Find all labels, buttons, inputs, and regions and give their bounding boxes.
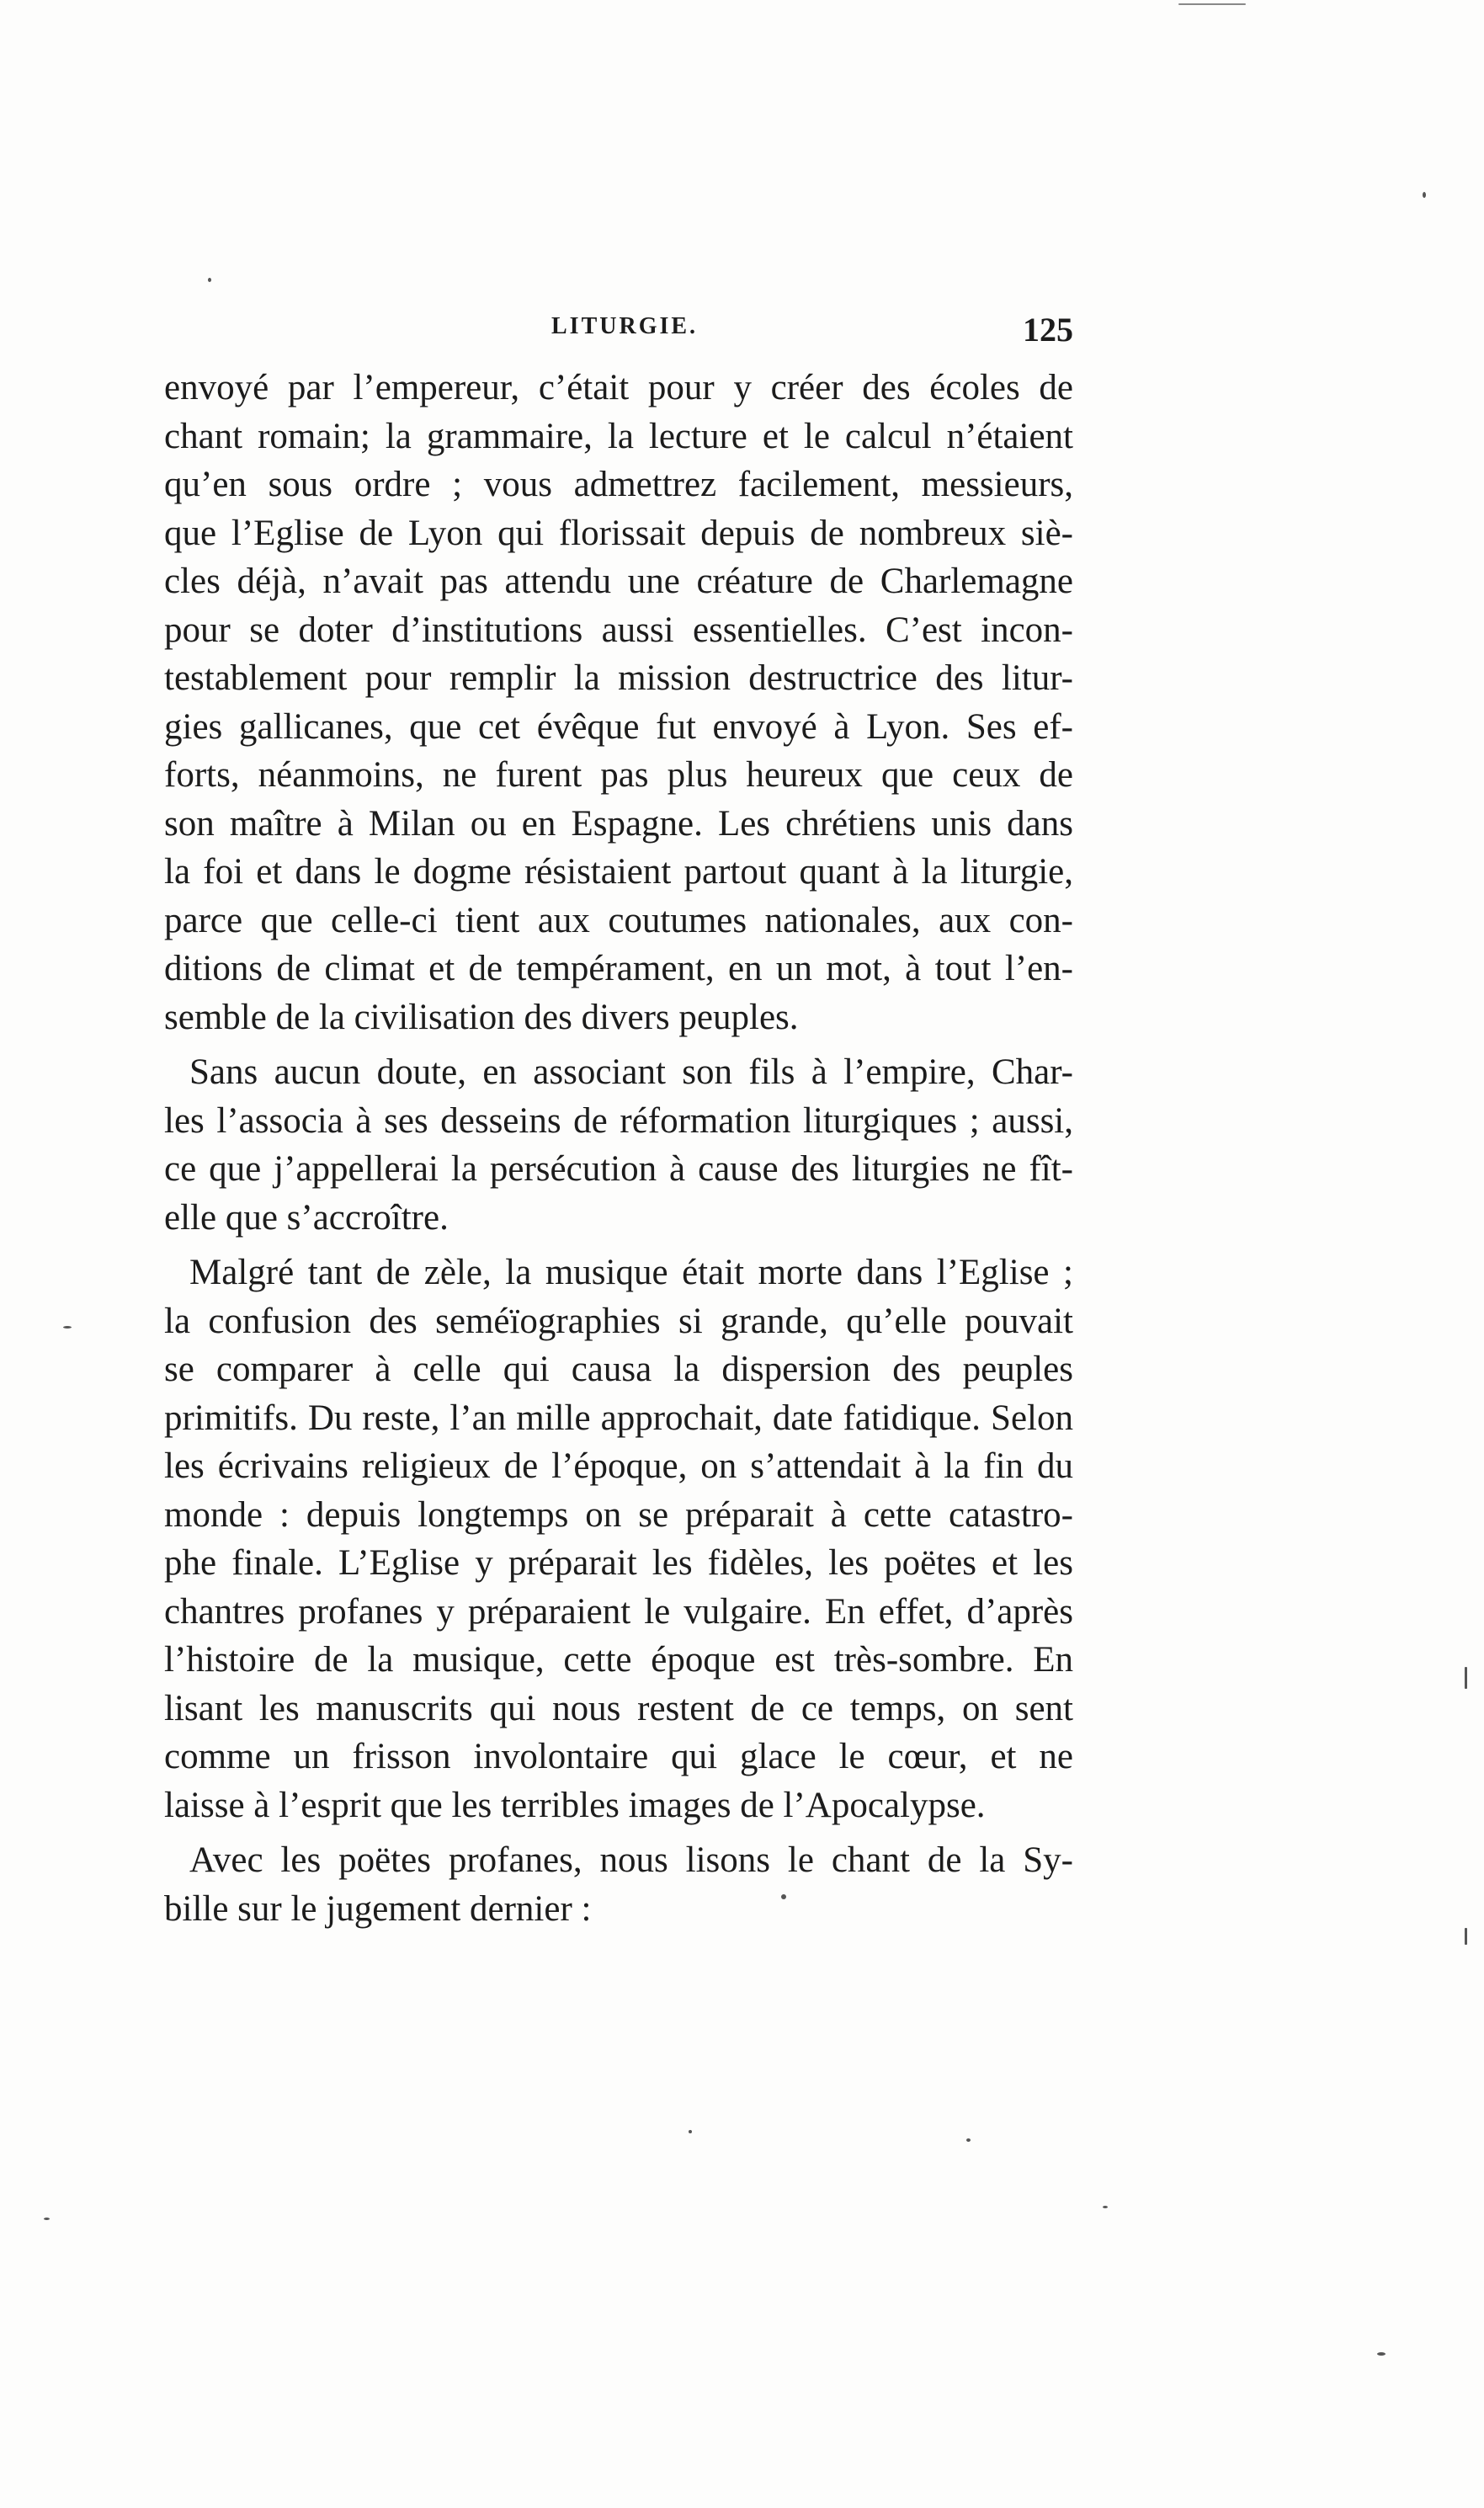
paragraph (164, 364, 1073, 1041)
paragraph-gap (164, 1041, 1073, 1048)
text-line: phe finale. L’Eglise y préparait les fidèles, les poëtes et les (164, 1543, 1073, 1583)
text-line: comme un frisson involontaire qui glace le cœur, et ne (164, 1737, 1073, 1776)
text-line: bille sur le jugement dernier : (164, 1888, 592, 1929)
text-line: ce que j’appellerai la persécution à cause des liturgies ne fît- (164, 1149, 1073, 1189)
page-number: 125 (1023, 311, 1073, 349)
text-line: lisant les manuscrits qui nous restent de ce temps, on sent (164, 1688, 1073, 1728)
scan-speck (1178, 3, 1246, 5)
text-line: semble de la civilisation des divers peuples. (164, 997, 799, 1037)
text-line: envoyé par l’empereur, c’était pour y créer des écoles de (164, 368, 1073, 407)
text-line: qu’en sous ordre ; vous admettrez facilement, messieurs, (164, 465, 1073, 504)
text-line: cles déjà, n’avait pas attendu une créature de Charlemagne (164, 562, 1073, 601)
body-text (164, 364, 1073, 1933)
paragraph (164, 1048, 1073, 1242)
text-line: Avec les poëtes profanes, nous lisons le chant de la Sy- (189, 1840, 1073, 1880)
text-line: que l’Eglise de Lyon qui florissait depuis de nombreux siè- (164, 513, 1073, 553)
text-line: primitifs. Du reste, l’an mille approchait, date fatidique. Selon (164, 1398, 1073, 1438)
text-line: gies gallicanes, que cet évêque fut envoyé à Lyon. Ses ef- (164, 706, 1073, 747)
scan-speck (1103, 2206, 1108, 2208)
text-line: se comparer à celle qui causa la dispersion des peuples (164, 1350, 1073, 1389)
scan-speck (208, 278, 211, 282)
paragraph-gap (164, 1242, 1073, 1249)
text-line: les l’associa à ses desseins de réformation liturgiques ; aussi, (164, 1100, 1073, 1141)
scan-speck (1465, 1667, 1467, 1689)
text-line: forts, néanmoins, ne furent pas plus heureux que ceux de (164, 755, 1073, 795)
text-line: pour se doter d’institutions aussi essentielles. C’est incon- (164, 610, 1073, 650)
scan-speck (44, 2218, 50, 2220)
text-line: parce que celle-ci tient aux coutumes nationales, aux con- (164, 900, 1073, 940)
paragraph (164, 1249, 1073, 1829)
text-line: son maître à Milan ou en Espagne. Les chrétiens unis dans (164, 803, 1073, 844)
paragraph (164, 1836, 1073, 1933)
text-line: laisse à l’esprit que les terribles images de l’Apocalypse. (164, 1785, 986, 1825)
running-title: LITURGIE. (551, 313, 699, 339)
text-line: elle que s’accroître. (164, 1197, 449, 1238)
text-line: monde : depuis longtemps on se préparait à cette catastro- (164, 1494, 1073, 1535)
text-line: la confusion des seméïographies si grande, qu’elle pouvait (164, 1301, 1073, 1341)
scan-speck (781, 1894, 786, 1899)
scan-speck (63, 1326, 72, 1329)
paragraph-gap (164, 1829, 1073, 1836)
running-head (164, 310, 1073, 360)
scan-speck (1465, 1928, 1467, 1945)
text-line: la foi et dans le dogme résistaient partout quant à la liturgie, (164, 852, 1073, 892)
text-line: Sans aucun doute, en associant son fils à l’empire, Char- (189, 1052, 1073, 1092)
text-line: ditions de climat et de tempérament, en un mot, à tout l’en- (164, 949, 1073, 988)
text-line: chantres profanes y préparaient le vulgaire. En effet, d’après (164, 1591, 1073, 1632)
scan-speck (689, 2130, 692, 2133)
text-line: les écrivains religieux de l’époque, on s’attendait à la fin du (164, 1446, 1073, 1486)
text-line: testablement pour remplir la mission destructrice des litur- (164, 658, 1073, 698)
scan-speck (1377, 2352, 1386, 2356)
text-line: l’histoire de la musique, cette époque est très-sombre. En (164, 1640, 1073, 1680)
text-line: chant romain; la grammaire, la lecture et le calcul n’étaient (164, 416, 1073, 456)
scan-speck (966, 2138, 971, 2142)
scan-speck (1423, 192, 1426, 198)
text-line: Malgré tant de zèle, la musique était morte dans l’Eglise ; (189, 1253, 1073, 1292)
